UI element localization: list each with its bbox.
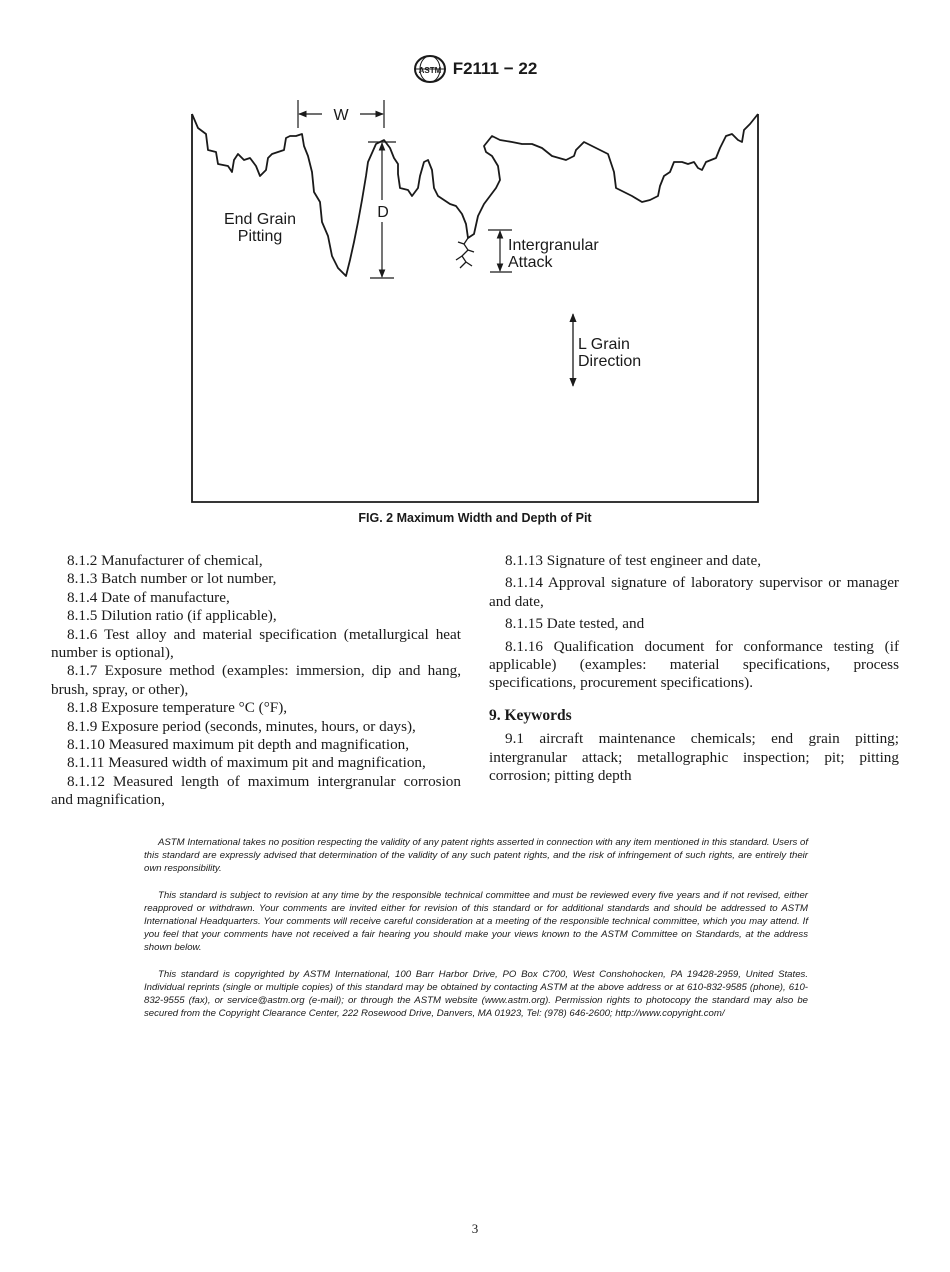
section-heading-keywords: 9. Keywords <box>489 706 572 724</box>
svg-text:ASTM: ASTM <box>418 66 442 75</box>
keywords-text: 9.1 aircraft maintenance chemicals; end grain pitting; intergranular attack; metallographic inspection; pit; pitting corrosion; pitting depth <box>489 730 899 785</box>
label-grain-2: Direction <box>578 353 642 370</box>
right-column <box>489 552 899 789</box>
list-item: 8.1.8 Exposure temperature °C (°F), <box>67 699 288 717</box>
list-item: 8.1.5 Dilution ratio (if applicable), <box>67 607 277 625</box>
list-item: 8.1.9 Exposure period (seconds, minutes, hours, or days), <box>67 717 416 735</box>
corroded-surface <box>192 114 758 276</box>
page-header <box>0 54 950 84</box>
label-grain-1: L Grain <box>578 336 630 353</box>
label-end-grain-2: Pitting <box>237 228 283 245</box>
list-item: 8.1.15 Date tested, and <box>505 615 645 633</box>
list-item: 8.1.6 Test alloy and material specification (metallurgical heat number is optional), <box>51 625 461 662</box>
list-item: 8.1.16 Qualification document for conformance testing (if applicable) (examples: material specifications, process specifications, procurement specifications). <box>489 637 899 692</box>
specimen-outline <box>192 114 758 502</box>
label-w: W <box>333 107 349 124</box>
list-item: 8.1.2 Manufacturer of chemical, <box>67 552 263 569</box>
list-item: 8.1.7 Exposure method (examples: immersion, dip and hang, brush, spray, or other), <box>51 662 461 698</box>
label-intergranular-1: Intergranular <box>508 237 599 254</box>
page-number: 3 <box>471 1221 479 1236</box>
list-item: 8.1.11 Measured width of maximum pit and magnification, <box>67 754 426 772</box>
list-item: 8.1.13 Signature of test engineer and date, <box>505 552 761 569</box>
astm-logo-icon <box>413 54 447 84</box>
list-item: 8.1.12 Measured length of maximum intergranular corrosion and magnification, <box>51 772 461 809</box>
intergranular-cracks <box>456 238 474 268</box>
legal-notices <box>144 836 808 1033</box>
label-intergranular-2: Attack <box>508 254 553 271</box>
notice-patent: ASTM International takes no position respecting the validity of any patent rights asserted in connection with any item mentioned in this standard. Users of this standard are expressly advised that determination of the validity of any such patent rights, and the risk of infringement of such rights, are entirely their own responsibility. <box>144 837 808 875</box>
figure-caption: FIG. 2 Maximum Width and Depth of Pit <box>358 511 592 525</box>
label-end-grain-1: End Grain <box>223 211 297 228</box>
figure-pit-diagram <box>180 92 770 512</box>
notice-revision: This standard is subject to revision at any time by the responsible technical committee and must be reviewed every five years and if not revised, either reapproved or withdrawn. Your comments are invited either for revision of this standard or for additional standards and should be addressed to ASTM International Headquarters. Your comments will receive careful consideration at a meeting of the responsible technical committee, which you may attend. If you feel that your comments have not received a fair hearing you should make your views known to the ASTM Committee on Standards, at the address shown below. <box>144 889 808 954</box>
left-column <box>51 552 461 810</box>
list-item: 8.1.3 Batch number or lot number, <box>67 570 277 588</box>
document-designation: F2111 − 22 <box>452 59 538 78</box>
list-item: 8.1.14 Approval signature of laboratory supervisor or manager and date, <box>489 574 899 610</box>
list-item: 8.1.4 Date of manufacture, <box>67 588 230 606</box>
notice-copyright: This standard is copyrighted by ASTM International, 100 Barr Harbor Drive, PO Box C700, West Conshohocken, PA 19428-2959, United States. Individual reprints (single or multiple copies) of this standard may be obtained by contacting ASTM at the above address or at 610-832-9585 (phone), 610-832-9555 (fax), or service@astm.org (e-mail); or through the ASTM website (www.astm.org). Permission rights to photocopy the standard may also be secured from the Copyright Clearance Center, 222 Rosewood Drive, Danvers, MA 01923, Tel: (978) 646-2600; http://www.copyright.com/ <box>144 968 808 1020</box>
list-item: 8.1.10 Measured maximum pit depth and magnification, <box>67 736 410 754</box>
pit-diagram-svg <box>180 92 770 512</box>
label-d: D <box>377 204 389 221</box>
